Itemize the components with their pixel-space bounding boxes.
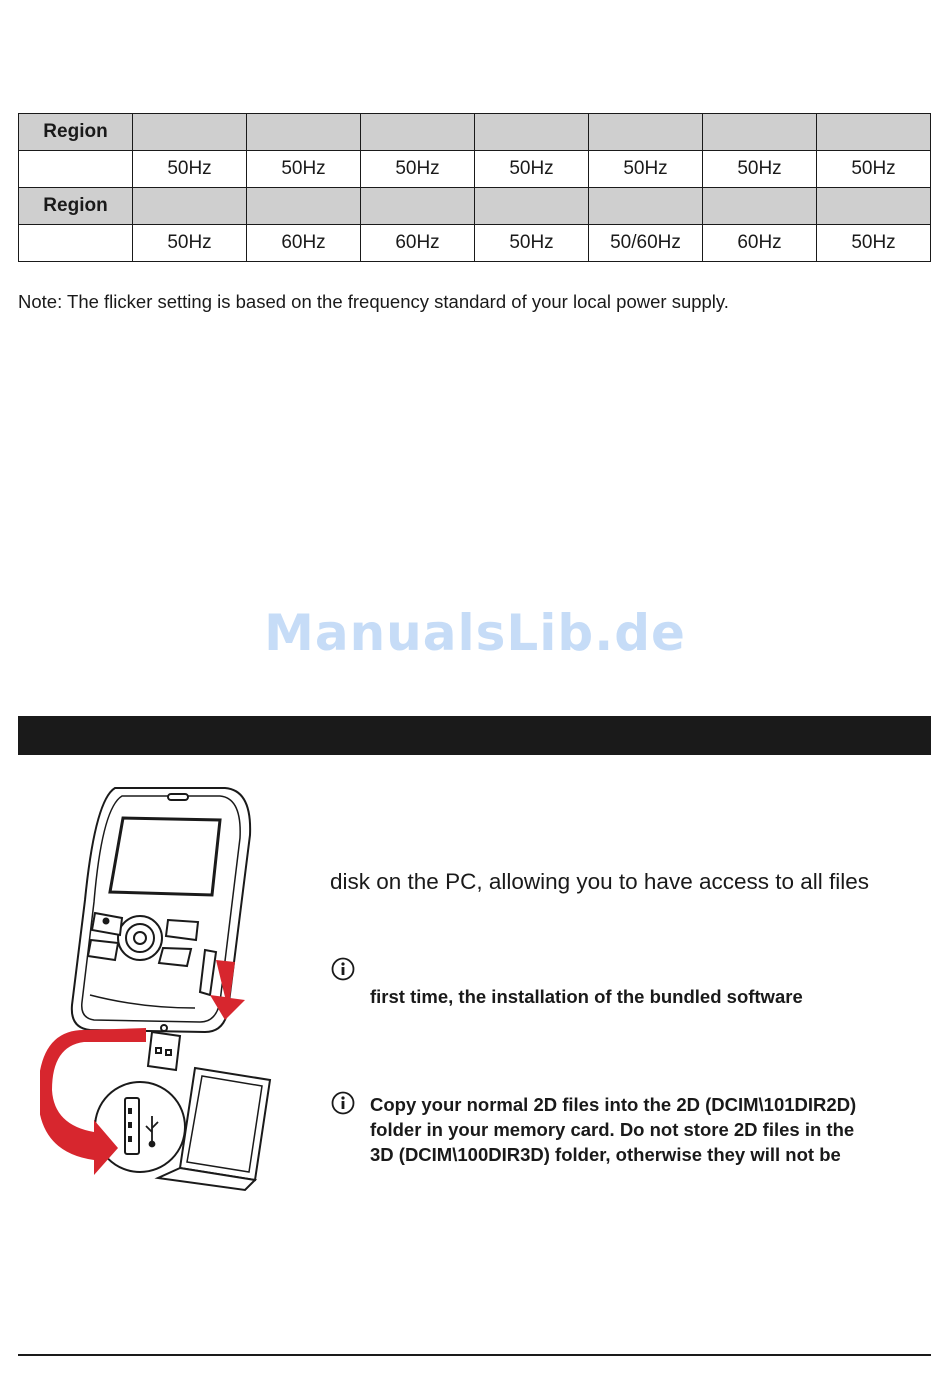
region-cell — [133, 114, 247, 151]
software-install-tip — [370, 984, 803, 1009]
frequency-cell: 50Hz — [247, 151, 361, 188]
frequency-cell: 50Hz — [133, 151, 247, 188]
frequency-cell: 50Hz — [703, 151, 817, 188]
region-cell — [361, 188, 475, 225]
frequency-cell: 60Hz — [703, 225, 817, 262]
tip-line: first time, the installation of the bundled software — [370, 986, 803, 1007]
frequency-cell: 50/60Hz — [589, 225, 703, 262]
frequency-cell: 50Hz — [817, 151, 931, 188]
region-cell: Region — [19, 114, 133, 151]
frequency-cell: 50Hz — [475, 225, 589, 262]
region-cell — [589, 114, 703, 151]
region-cell — [247, 114, 361, 151]
region-cell — [361, 114, 475, 151]
region-cell — [589, 188, 703, 225]
tip-line: Copy your normal 2D files into the 2D (DCIM\101DIR2D) — [370, 1094, 857, 1115]
region-cell — [475, 114, 589, 151]
region-cell — [703, 114, 817, 151]
frequency-cell: 50Hz — [589, 151, 703, 188]
tip-line: folder in your memory card. Do not store 2D files in the — [370, 1119, 855, 1140]
frequency-cell: 60Hz — [361, 225, 475, 262]
tip-line: 3D (DCIM\100DIR3D) folder, otherwise they will not be — [370, 1144, 841, 1165]
frequency-cell: 50Hz — [133, 225, 247, 262]
info-icon — [331, 957, 355, 981]
frequency-cell: 50Hz — [817, 225, 931, 262]
2d-files-folder-tip — [370, 1092, 856, 1167]
section-header-bar — [18, 716, 931, 755]
region-cell: Region — [19, 188, 133, 225]
frequency-cell — [19, 151, 133, 188]
region-row — [19, 114, 931, 151]
frequency-cell: 50Hz — [475, 151, 589, 188]
frequency-cell: 50Hz — [361, 151, 475, 188]
frequency-cell — [19, 225, 133, 262]
frequency-cell: 60Hz — [247, 225, 361, 262]
pc-disk-text: disk on the PC, allowing you to have access to all files — [330, 869, 870, 894]
camcorder-graphic — [72, 788, 250, 1070]
footer-rule — [18, 1354, 931, 1356]
region-cell — [475, 188, 589, 225]
region-cell — [817, 114, 931, 151]
camera-usb-connection-illustration — [40, 780, 280, 1200]
region-cell — [133, 188, 247, 225]
region-row — [19, 188, 931, 225]
region-cell — [817, 188, 931, 225]
flicker-note: Note: The flicker setting is based on the frequency standard of your local power supply. — [18, 291, 729, 312]
flicker-frequency-table — [18, 113, 931, 262]
frequency-row — [19, 225, 931, 262]
watermark: ManualsLib.de — [264, 604, 686, 662]
frequency-row — [19, 151, 931, 188]
region-cell — [247, 188, 361, 225]
region-cell — [703, 188, 817, 225]
info-icon — [331, 1091, 355, 1115]
